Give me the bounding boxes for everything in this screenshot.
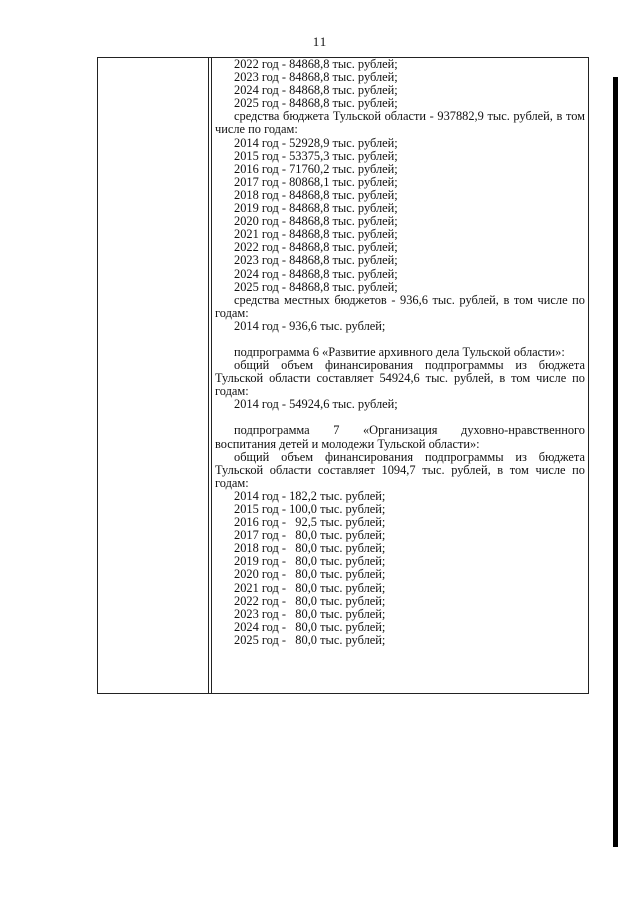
year-line: 2023 год - 84868,8 тыс. рублей; [234, 253, 398, 268]
year-line: 2016 год - 71760,2 тыс. рублей; [234, 161, 398, 176]
year-line: 2017 год - 80868,1 тыс. рублей; [234, 174, 398, 189]
year-line: 2024 год - 84868,8 тыс. рублей; [234, 83, 398, 98]
local-budget-paragraph: средства местных бюджетов - 936,6 тыс. рублей, в том числе по годам: [215, 292, 585, 320]
page-number: 11 [312, 34, 328, 49]
year-line: 2023 год - 80,0 тыс. рублей; [234, 606, 386, 621]
year-line: 2015 год - 53375,3 тыс. рублей; [234, 148, 398, 163]
year-line: 2014 год - 182,2 тыс. рублей; [234, 488, 386, 503]
year-line: 2025 год - 84868,8 тыс. рублей; [234, 279, 398, 294]
year-line: 2022 год - 84868,8 тыс. рублей; [234, 57, 398, 71]
top-years-list [215, 58, 585, 110]
year-line: 2019 год - 80,0 тыс. рублей; [234, 554, 386, 569]
regional-budget-paragraph: средства бюджета Тульской области - 937882,9 тыс. рублей, в том числе по годам: [215, 109, 585, 137]
subprogram6-title: подпрограмма 6 «Развитие архивного дела Тульской области»: [234, 344, 565, 359]
subprogram7-title: подпрограмма 7 «Организация духовно-нравственного воспитания детей и молодежи Тульской области»: [215, 423, 585, 451]
column-divider [208, 58, 209, 693]
year-line: 2019 год - 84868,8 тыс. рублей; [234, 201, 398, 216]
year-line: 2025 год - 80,0 тыс. рублей; [234, 632, 386, 647]
scan-edge-bar [613, 77, 618, 847]
year-line: 2016 год - 92,5 тыс. рублей; [234, 515, 386, 530]
subprogram6-years [215, 398, 585, 411]
financing-cell [215, 58, 585, 647]
regional-budget-years [215, 137, 585, 294]
year-line: 2018 год - 80,0 тыс. рублей; [234, 541, 386, 556]
local-budget-years [215, 320, 585, 333]
year-line: 2017 год - 80,0 тыс. рублей; [234, 528, 386, 543]
year-line: 2014 год - 54924,6 тыс. рублей; [234, 397, 398, 412]
year-line: 2025 год - 84868,8 тыс. рублей; [234, 96, 398, 111]
year-line: 2022 год - 84868,8 тыс. рублей; [234, 240, 398, 255]
year-line: 2021 год - 84868,8 тыс. рублей; [234, 227, 398, 242]
year-line: 2023 год - 84868,8 тыс. рублей; [234, 70, 398, 85]
year-line: 2020 год - 84868,8 тыс. рублей; [234, 214, 398, 229]
year-line: 2015 год - 100,0 тыс. рублей; [234, 502, 386, 516]
subprogram7-financing: общий объем финансирования подпрограммы из бюджета Тульской области составляет 1094,7 тыс. рублей, в том числе по годам: [215, 449, 585, 490]
year-line: 2018 год - 84868,8 тыс. рублей; [234, 187, 398, 202]
year-line: 2024 год - 84868,8 тыс. рублей; [234, 266, 398, 281]
year-line: 2022 год - 80,0 тыс. рублей; [234, 593, 386, 608]
subprogram7-years [215, 490, 585, 647]
year-line: 2021 год - 80,0 тыс. рублей; [234, 580, 386, 595]
financing-table [97, 57, 589, 694]
year-line: 2014 год - 52928,9 тыс. рублей; [234, 135, 398, 150]
column-divider-double [211, 58, 212, 693]
subprogram6-financing: общий объем финансирования подпрограммы из бюджета Тульской области составляет 54924,6 тыс. рублей, в том числе по годам: [215, 358, 585, 399]
year-line: 2014 год - 936,6 тыс. рублей; [234, 318, 386, 333]
year-line: 2024 год - 80,0 тыс. рублей; [234, 619, 386, 634]
year-line: 2020 год - 80,0 тыс. рублей; [234, 567, 386, 582]
